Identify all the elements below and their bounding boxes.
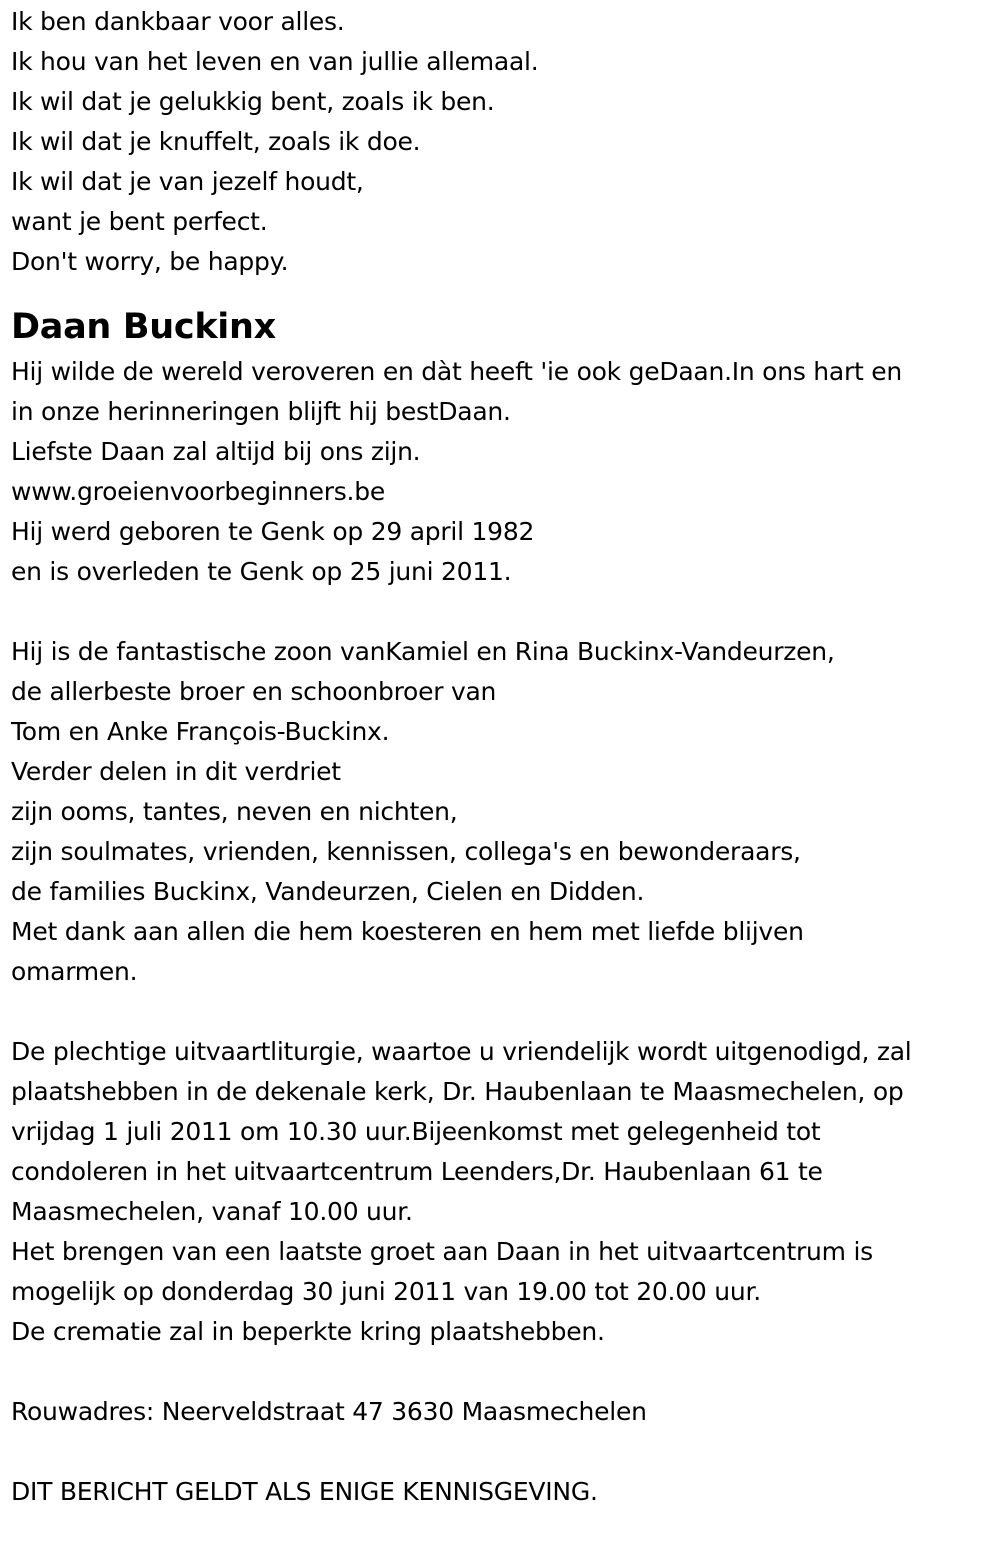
spacer: [11, 1352, 1000, 1392]
deceased-name: Daan Buckinx: [11, 307, 276, 347]
ceremony-line: vrijdag 1 juli 2011 om 10.30 uur.Bijeenkomst met gelegenheid tot: [11, 1117, 821, 1146]
ceremony-line: Het brengen van een laatste groet aan Daan in het uitvaartcentrum is: [11, 1237, 873, 1266]
ceremony-line: condoleren in het uitvaartcentrum Leenders,Dr. Haubenlaan 61 te: [11, 1157, 823, 1186]
family-line: zijn ooms, tantes, neven en nichten,: [11, 797, 458, 826]
poem-block: [11, 2, 1000, 282]
website-link: www.groeienvoorbeginners.be: [11, 477, 385, 506]
ceremony-line: De plechtige uitvaartliturgie, waartoe u vriendelijk wordt uitgenodigd, zal: [11, 1037, 912, 1066]
ceremony-line: Maasmechelen, vanaf 10.00 uur.: [11, 1197, 413, 1226]
birth-line: Hij werd geboren te Genk op 29 april 1982: [11, 517, 535, 546]
poem-line: Ik ben dankbaar voor alles.: [11, 7, 345, 36]
ceremony-line: plaatshebben in de dekenale kerk, Dr. Haubenlaan te Maasmechelen, op: [11, 1077, 904, 1106]
intro-line: Hij wilde de wereld veroveren en dàt heeft 'ie ook geDaan.In ons hart en: [11, 357, 902, 386]
mourning-address: Rouwadres: Neerveldstraat 47 3630 Maasmechelen: [11, 1397, 647, 1426]
intro-line: in onze herinneringen blijft hij bestDaan.: [11, 397, 511, 426]
intro-block: [11, 352, 1000, 592]
family-line: de families Buckinx, Vandeurzen, Cielen en Didden.: [11, 877, 645, 906]
ceremony-line: De crematie zal in beperkte kring plaatshebben.: [11, 1317, 605, 1346]
family-line: omarmen.: [11, 957, 138, 986]
family-block: [11, 632, 1000, 992]
family-line: Verder delen in dit verdriet: [11, 757, 341, 786]
poem-line: Don't worry, be happy.: [11, 247, 289, 276]
ceremony-block: [11, 1032, 1000, 1352]
poem-line: Ik wil dat je knuffelt, zoals ik doe.: [11, 127, 421, 156]
spacer: [11, 592, 1000, 632]
poem-line: Ik hou van het leven en van jullie allemaal.: [11, 47, 539, 76]
poem-line: Ik wil dat je gelukkig bent, zoals ik ben.: [11, 87, 495, 116]
family-line: Tom en Anke François-Buckinx.: [11, 717, 390, 746]
death-line: en is overleden te Genk op 25 juni 2011.: [11, 557, 512, 586]
family-line: de allerbeste broer en schoonbroer van: [11, 677, 497, 706]
spacer: [11, 992, 1000, 1032]
intro-line: Liefste Daan zal altijd bij ons zijn.: [11, 437, 421, 466]
spacer: [11, 1432, 1000, 1472]
family-line: Met dank aan allen die hem koesteren en hem met liefde blijven: [11, 917, 804, 946]
ceremony-line: mogelijk op donderdag 30 juni 2011 van 19.00 tot 20.00 uur.: [11, 1277, 761, 1306]
poem-line: Ik wil dat je van jezelf houdt,: [11, 167, 364, 196]
family-line: zijn soulmates, vrienden, kennissen, collega's en bewonderaars,: [11, 837, 801, 866]
family-line: Hij is de fantastische zoon vanKamiel en Rina Buckinx-Vandeurzen,: [11, 637, 835, 666]
notice-line: DIT BERICHT GELDT ALS ENIGE KENNISGEVING.: [11, 1477, 598, 1506]
poem-line: want je bent perfect.: [11, 207, 268, 236]
